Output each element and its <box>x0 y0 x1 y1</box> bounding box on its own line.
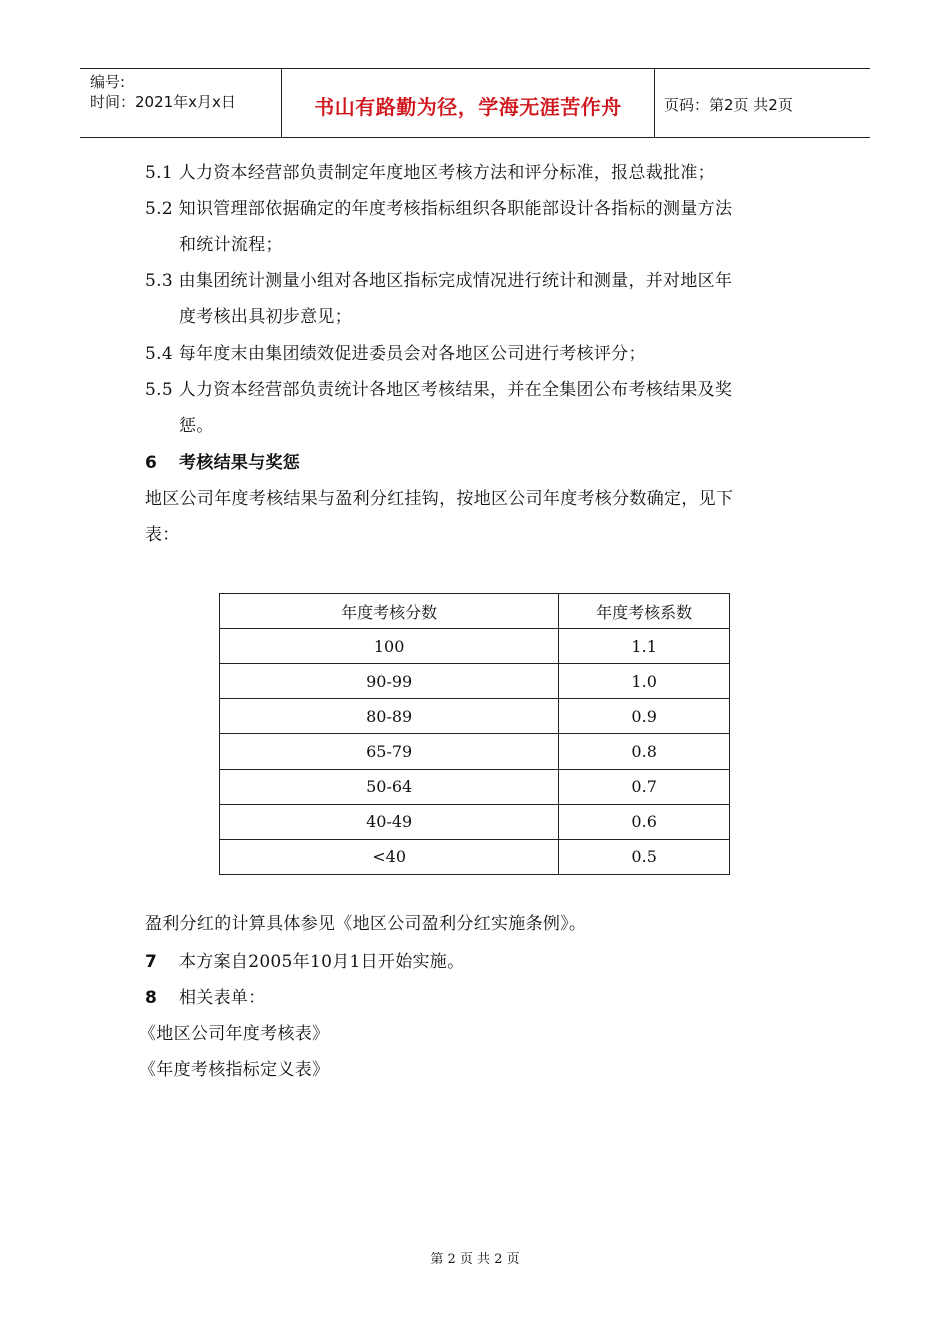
table-row <box>220 734 730 769</box>
section-6-title: 考核结果与奖惩 <box>179 453 301 473</box>
coefficient-cell: 1.1 <box>559 629 730 664</box>
header-motto-cell <box>281 69 655 137</box>
related-form-2: 《年度考核指标定义表》 <box>139 1060 330 1080</box>
item-5-2-line1: 5.2 知识管理部依据确定的年度考核指标组织各职能部设计各指标的测量方法 <box>145 199 733 219</box>
section-8-text: 相关表单： <box>179 988 266 1008</box>
score-cell: <40 <box>220 839 559 874</box>
section-6-number: 6 <box>145 453 158 473</box>
table-row <box>220 839 730 874</box>
document-code-label: 编号: <box>90 73 126 91</box>
table-row <box>220 804 730 839</box>
page-footer: 第 2 页 共 2 页 <box>430 1252 520 1267</box>
coefficient-cell: 0.7 <box>559 769 730 804</box>
section-8-number: 8 <box>145 988 158 1008</box>
item-5-3-line2: 度考核出具初步意见； <box>179 307 352 327</box>
header-motto: 书山有路勤为径，学海无涯苦作舟 <box>314 95 622 119</box>
coefficient-cell: 0.5 <box>559 839 730 874</box>
header-info-cell <box>80 69 280 137</box>
table-header-row <box>220 594 730 629</box>
page-header <box>80 68 870 138</box>
coefficient-cell: 0.8 <box>559 734 730 769</box>
score-coefficient-table <box>219 593 730 875</box>
score-cell: 40-49 <box>220 804 559 839</box>
related-form-1: 《地区公司年度考核表》 <box>139 1024 330 1044</box>
coefficient-cell: 0.6 <box>559 804 730 839</box>
section-7-text: 本方案自2005年10月1日开始实施。 <box>179 952 465 972</box>
section-6-paragraph-line2: 表： <box>145 525 180 545</box>
item-5-4: 5.4 每年度末由集团绩效促进委员会对各地区公司进行考核评分； <box>145 344 646 364</box>
score-cell: 90-99 <box>220 664 559 699</box>
score-cell: 50-64 <box>220 769 559 804</box>
section-6-paragraph-line1: 地区公司年度考核结果与盈利分红挂钩，按地区公司年度考核分数确定，见下 <box>145 489 734 509</box>
table-header-coefficient: 年度考核系数 <box>559 594 730 629</box>
table-row <box>220 629 730 664</box>
item-5-5-line1: 5.5 人力资本经营部负责统计各地区考核结果，并在全集团公布考核结果及奖 <box>145 380 733 400</box>
table-row <box>220 769 730 804</box>
item-5-2-line2: 和统计流程； <box>179 235 283 255</box>
header-page-cell <box>654 69 870 137</box>
item-5-5-line2: 惩。 <box>179 416 214 436</box>
table-row <box>220 699 730 734</box>
score-cell: 100 <box>220 629 559 664</box>
coefficient-cell: 1.0 <box>559 664 730 699</box>
score-cell: 65-79 <box>220 734 559 769</box>
profit-sharing-note: 盈利分红的计算具体参见《地区公司盈利分红实施条例》。 <box>145 914 587 934</box>
section-7-number: 7 <box>145 952 158 972</box>
item-5-3-line1: 5.3 由集团统计测量小组对各地区指标完成情况进行统计和测量，并对地区年 <box>145 271 733 291</box>
score-cell: 80-89 <box>220 699 559 734</box>
coefficient-cell: 0.9 <box>559 699 730 734</box>
header-page-number: 页码：第2页 共2页 <box>664 96 793 114</box>
table-header-score: 年度考核分数 <box>220 594 559 629</box>
item-5-1: 5.1 人力资本经营部负责制定年度地区考核方法和评分标准，报总裁批准； <box>145 163 715 183</box>
document-time-label: 时间：2021年x月x日 <box>90 93 236 111</box>
table-row <box>220 664 730 699</box>
